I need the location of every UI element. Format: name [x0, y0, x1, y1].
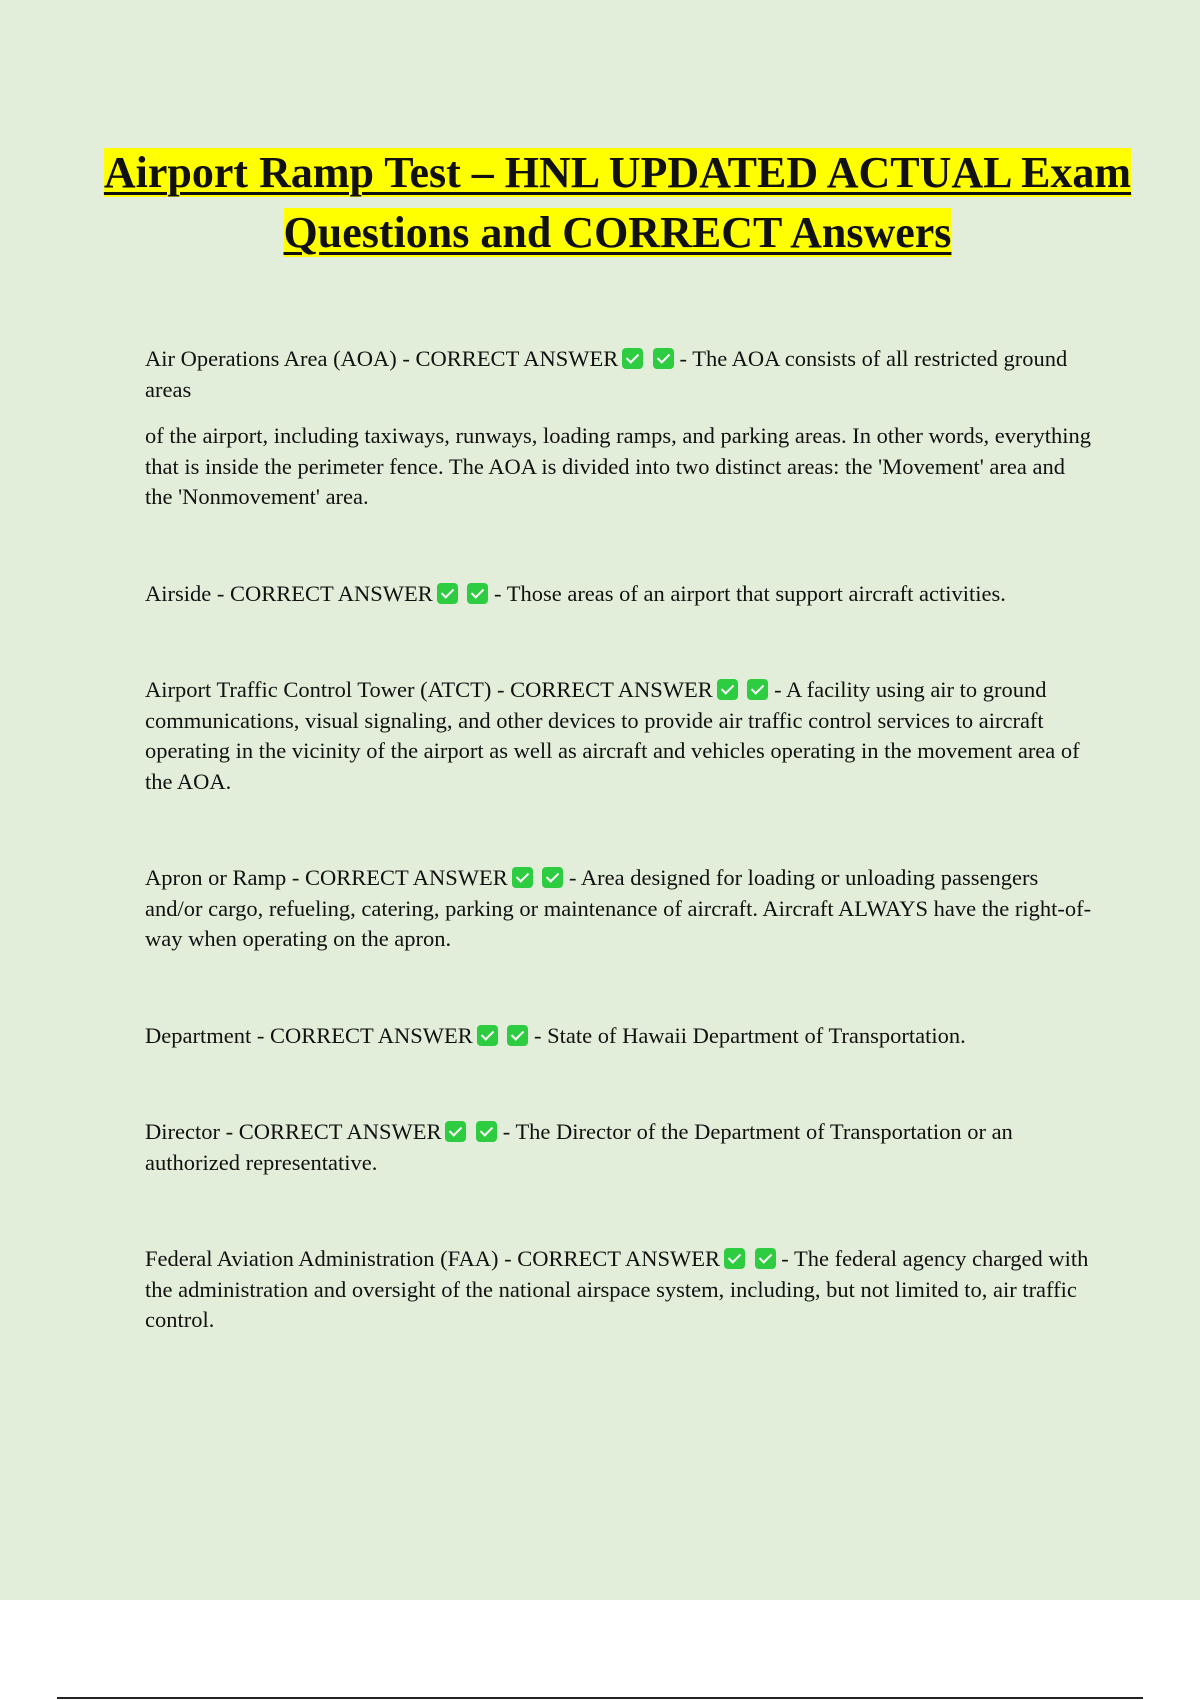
entry-definition: State of Hawaii Department of Transportation. [547, 1022, 966, 1048]
entry-term: Airside [145, 580, 212, 606]
check-icon [437, 583, 458, 604]
entry-line: Department - CORRECT ANSWER - State of Hawaii Department of Transportation. [145, 1022, 966, 1048]
check-icon [476, 1121, 497, 1142]
qa-entry [145, 579, 1095, 610]
check-icon [507, 1025, 528, 1046]
answer-marker: CORRECT ANSWER [304, 865, 508, 890]
check-icon [717, 679, 738, 700]
entry-definition: The AOA consists of all restricted ground areas [145, 346, 1068, 402]
entry-definition: The federal agency charged with the administration and oversight of the national airspace system, including, but not limited to, air traffic control. [145, 1246, 1089, 1332]
entry-term: Apron or Ramp [145, 865, 287, 890]
qa-entry [145, 1244, 1095, 1336]
qa-list [145, 344, 1095, 1336]
entry-line: Director - CORRECT ANSWER - The Director of the Department of Transportation or an authorized representative. [145, 1119, 1013, 1175]
title-text: Airport Ramp Test – HNL UPDATED ACTUAL Exam Questions and CORRECT Answers [103, 148, 1132, 257]
check-icon [445, 1121, 466, 1142]
entry-definition: A facility using air to ground communications, visual signaling, and other devices to provide air traffic control services to aircraft operating in the vicinity of the airport as well as aircraft and vehicles operating in the movement area of the AOA. [145, 677, 1080, 794]
check-icon [747, 679, 768, 700]
entry-line: Airside - CORRECT ANSWER - Those areas of an airport that support aircraft activities. [145, 580, 1006, 606]
qa-entry [145, 675, 1095, 797]
entry-term: Air Operations Area (AOA) [145, 346, 397, 371]
qa-entry [145, 1021, 1095, 1052]
entry-term: Federal Aviation Administration (FAA) [145, 1246, 499, 1271]
answer-marker: CORRECT ANSWER [415, 346, 619, 371]
check-icon [622, 348, 643, 369]
footer-divider [57, 1697, 1143, 1699]
entry-continuation: of the airport, including taxiways, runways, loading ramps, and parking areas. In other words, everything that is inside the perimeter fence. The AOA is divided into two distinct areas: the 'Movement' area and the 'Nonmovement' area. [145, 423, 1091, 509]
check-icon [477, 1025, 498, 1046]
qa-entry [145, 344, 1095, 513]
entry-definition: Those areas of an airport that support aircraft activities. [506, 580, 1006, 606]
check-icon [542, 867, 563, 888]
entry-definition: The Director of the Department of Transportation or an authorized representative. [145, 1119, 1013, 1175]
check-icon [755, 1248, 776, 1269]
entry-term: Director [145, 1119, 220, 1144]
check-icon [512, 867, 533, 888]
entry-line: Apron or Ramp - CORRECT ANSWER - Area designed for loading or unloading passengers and/or cargo, refueling, catering, parking or maintenance of aircraft. Aircraft ALWAYS have the right-of-way when operating on the apron. [145, 865, 1092, 951]
document-title [100, 143, 1135, 263]
check-icon [467, 583, 488, 604]
answer-marker: CORRECT ANSWER [269, 1022, 473, 1048]
entry-definition: Area designed for loading or unloading passengers and/or cargo, refueling, catering, parking or maintenance of aircraft. Aircraft ALWAYS have the right-of-way when operating on the apron. [145, 865, 1092, 951]
qa-entry [145, 863, 1095, 955]
answer-marker: CORRECT ANSWER [238, 1119, 442, 1144]
answer-marker: CORRECT ANSWER [517, 1246, 720, 1271]
check-icon [653, 348, 674, 369]
check-icon [724, 1248, 745, 1269]
entry-line: Federal Aviation Administration (FAA) - CORRECT ANSWER - The federal agency charged with the administration and oversight of the national airspace system, including, but not limited to, air traffic control. [145, 1246, 1089, 1332]
answer-marker: CORRECT ANSWER [230, 580, 433, 606]
entry-line: Air Operations Area (AOA) - CORRECT ANSWER - The AOA consists of all restricted ground areas [145, 346, 1068, 402]
answer-marker: CORRECT ANSWER [510, 677, 713, 702]
qa-entry [145, 1117, 1095, 1178]
entry-line: Airport Traffic Control Tower (ATCT) - CORRECT ANSWER - A facility using air to ground communications, visual signaling, and other devices to provide air traffic control services to aircraft operating in the vicinity of the airport as well as aircraft and vehicles operating in the movement area of the AOA. [145, 677, 1080, 794]
entry-term: Airport Traffic Control Tower (ATCT) [145, 677, 492, 702]
entry-term: Department [145, 1022, 252, 1048]
